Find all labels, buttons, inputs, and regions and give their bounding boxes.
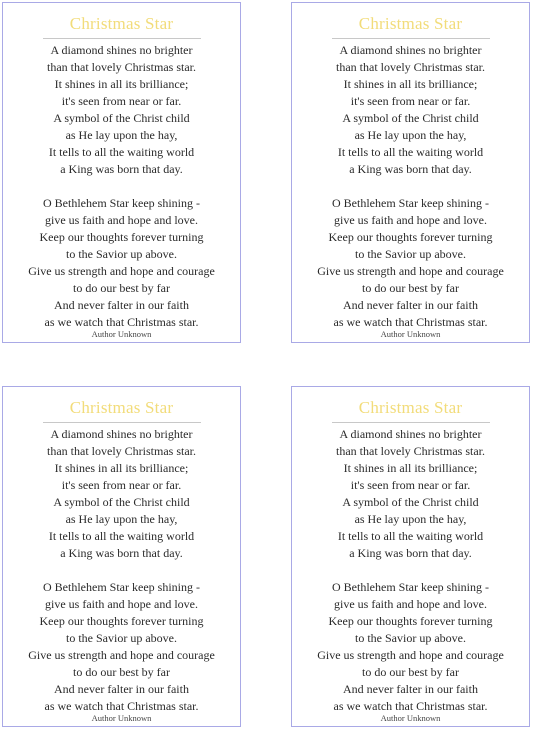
poem-line: A symbol of the Christ child xyxy=(53,111,190,125)
stanza-1 xyxy=(292,42,529,178)
poem-line: O Bethlehem Star keep shining - xyxy=(43,580,200,594)
poem-line: to do our best by far xyxy=(362,665,459,679)
poem-line: it's seen from near or far. xyxy=(350,94,471,108)
poem-line: it's seen from near or far. xyxy=(61,94,182,108)
poem-line: a King was born that day. xyxy=(60,546,183,560)
poem-title: Christmas Star xyxy=(69,398,174,417)
poem-line: It tells to all the waiting world xyxy=(48,145,195,159)
stanza-1 xyxy=(3,42,240,178)
poem-card xyxy=(2,2,241,343)
poem-title: Christmas Star xyxy=(358,398,463,417)
poem-line: a King was born that day. xyxy=(60,162,183,176)
poem-line: A diamond shines no brighter xyxy=(339,427,482,441)
poem-author: Author Unknown xyxy=(380,329,441,339)
poem-line: It tells to all the waiting world xyxy=(337,529,484,543)
stanza-gap xyxy=(292,178,529,195)
poem-line: as we watch that Christmas star. xyxy=(333,699,488,713)
poem-line: Keep our thoughts forever turning xyxy=(328,614,493,628)
poem-title: Christmas Star xyxy=(358,14,463,33)
poem-line: O Bethlehem Star keep shining - xyxy=(332,196,489,210)
stanza-gap xyxy=(3,562,240,579)
poem-line: as He lay upon the hay, xyxy=(65,128,178,142)
poem-author: Author Unknown xyxy=(91,329,152,339)
poem-line: than that lovely Christmas star. xyxy=(336,444,485,458)
poem-line: It shines in all its brilliance; xyxy=(54,77,189,91)
poem-line: as He lay upon the hay, xyxy=(65,512,178,526)
poem-line: It shines in all its brilliance; xyxy=(343,77,478,91)
poem-line: It tells to all the waiting world xyxy=(48,529,195,543)
poem-line: Give us strength and hope and courage xyxy=(28,648,215,662)
poem-line: A diamond shines no brighter xyxy=(50,43,193,57)
stanza-2 xyxy=(292,195,529,331)
poem-line: Give us strength and hope and courage xyxy=(317,648,504,662)
poem-line: And never falter in our faith xyxy=(343,682,478,696)
stanza-gap xyxy=(292,562,529,579)
poem-line: Give us strength and hope and courage xyxy=(28,264,215,278)
stanza-2 xyxy=(292,579,529,715)
poem-line: Keep our thoughts forever turning xyxy=(39,614,204,628)
poem-line: Keep our thoughts forever turning xyxy=(39,230,204,244)
poem-card xyxy=(291,386,530,727)
poem-line: as we watch that Christmas star. xyxy=(44,699,199,713)
poem-line: It shines in all its brilliance; xyxy=(343,461,478,475)
poem-line: give us faith and hope and love. xyxy=(45,213,198,227)
poem-line: it's seen from near or far. xyxy=(350,478,471,492)
poem-line: as He lay upon the hay, xyxy=(354,512,467,526)
poem-line: It tells to all the waiting world xyxy=(337,145,484,159)
poem-line: O Bethlehem Star keep shining - xyxy=(43,196,200,210)
title-divider xyxy=(43,38,201,39)
poem-line: Give us strength and hope and courage xyxy=(317,264,504,278)
poem-line: than that lovely Christmas star. xyxy=(336,60,485,74)
poem-card xyxy=(291,2,530,343)
poem-line: A diamond shines no brighter xyxy=(339,43,482,57)
poem-line: to the Savior up above. xyxy=(355,631,466,645)
poem-line: a King was born that day. xyxy=(349,546,472,560)
poem-line: A symbol of the Christ child xyxy=(342,111,479,125)
poem-line: A symbol of the Christ child xyxy=(53,495,190,509)
stanza-2 xyxy=(3,579,240,715)
title-divider xyxy=(332,422,490,423)
poem-line: And never falter in our faith xyxy=(54,298,189,312)
poem-line: And never falter in our faith xyxy=(54,682,189,696)
poem-line: as He lay upon the hay, xyxy=(354,128,467,142)
poem-line: O Bethlehem Star keep shining - xyxy=(332,580,489,594)
poem-line: to the Savior up above. xyxy=(355,247,466,261)
poem-line: A diamond shines no brighter xyxy=(50,427,193,441)
poem-line: as we watch that Christmas star. xyxy=(333,315,488,329)
poem-line: give us faith and hope and love. xyxy=(334,597,487,611)
poem-line: to do our best by far xyxy=(73,665,170,679)
poem-line: to do our best by far xyxy=(362,281,459,295)
poem-line: a King was born that day. xyxy=(349,162,472,176)
poem-line: to the Savior up above. xyxy=(66,247,177,261)
poem-line: give us faith and hope and love. xyxy=(45,597,198,611)
poem-line: to the Savior up above. xyxy=(66,631,177,645)
poem-line: give us faith and hope and love. xyxy=(334,213,487,227)
poem-line: A symbol of the Christ child xyxy=(342,495,479,509)
poem-line: to do our best by far xyxy=(73,281,170,295)
poem-line: than that lovely Christmas star. xyxy=(47,60,196,74)
poem-line: it's seen from near or far. xyxy=(61,478,182,492)
title-divider xyxy=(332,38,490,39)
stanza-gap xyxy=(3,178,240,195)
poem-line: than that lovely Christmas star. xyxy=(47,444,196,458)
poem-author: Author Unknown xyxy=(380,713,441,723)
poem-line: And never falter in our faith xyxy=(343,298,478,312)
poem-line: as we watch that Christmas star. xyxy=(44,315,199,329)
poem-title: Christmas Star xyxy=(69,14,174,33)
stanza-2 xyxy=(3,195,240,331)
poem-line: It shines in all its brilliance; xyxy=(54,461,189,475)
stanza-1 xyxy=(292,426,529,562)
poem-card xyxy=(2,386,241,727)
poem-author: Author Unknown xyxy=(91,713,152,723)
title-divider xyxy=(43,422,201,423)
stanza-1 xyxy=(3,426,240,562)
poem-line: Keep our thoughts forever turning xyxy=(328,230,493,244)
